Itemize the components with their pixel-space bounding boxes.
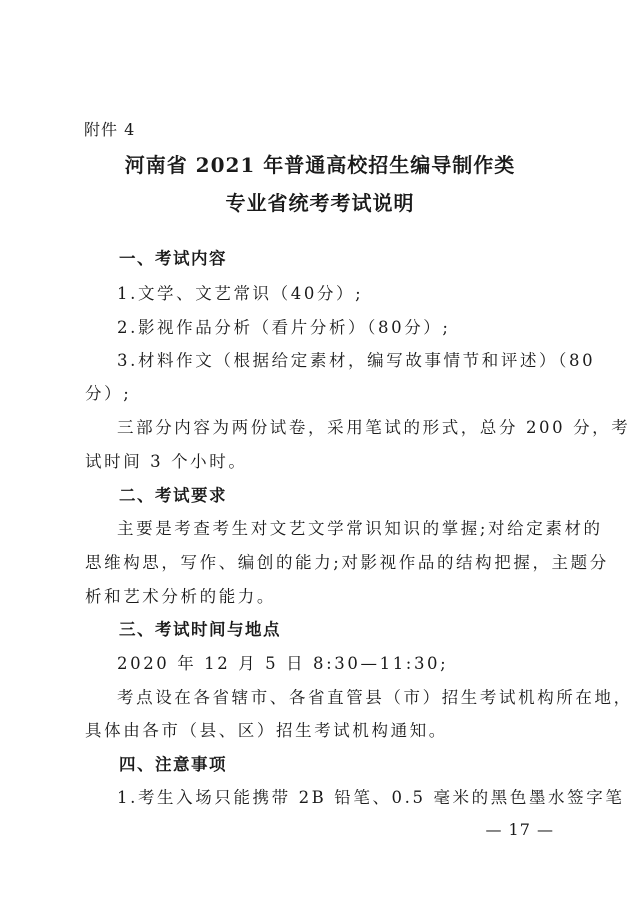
section3-heading: 三、考试时间与地点 bbox=[119, 620, 281, 639]
section1-item1: 1.文学、文艺常识（40分）; bbox=[117, 284, 364, 303]
section2-heading: 二、考试要求 bbox=[119, 486, 227, 505]
section2-line3: 析和艺术分析的能力。 bbox=[85, 587, 276, 606]
section3-date: 2020 年 12 月 5 日 8:30—11:30; bbox=[117, 654, 449, 673]
section1-item2: 2.影视作品分析（看片分析）（80分）; bbox=[117, 318, 451, 337]
section3-line2: 具体由各市（县、区）招生考试机构通知。 bbox=[85, 721, 448, 740]
section1-heading: 一、考试内容 bbox=[119, 249, 227, 268]
section3-line1: 考点设在各省辖市、各省直管县（市）招生考试机构所在地， bbox=[117, 688, 633, 707]
section4-heading: 四、注意事项 bbox=[119, 755, 227, 774]
section4-item1-line1: 1.考生入场只能携带 2B 铅笔、0.5 毫米的黑色墨水签字笔 bbox=[117, 788, 625, 807]
page-number: — 17 — bbox=[485, 820, 554, 839]
attachment-label: 附件 4 bbox=[84, 120, 136, 139]
section1-item3-line2: 分）; bbox=[85, 384, 132, 403]
section2-line2: 思维构思，写作、编创的能力;对影视作品的结构把握，主题分 bbox=[85, 553, 609, 572]
section1-paragraph-line2: 试时间 3 个小时。 bbox=[85, 452, 248, 471]
title-line-1: 河南省 2021 年普通高校招生编导制作类 bbox=[124, 153, 516, 177]
title-line-2: 专业省统考考试说明 bbox=[225, 191, 415, 215]
section1-paragraph-line1: 三部分内容为两份试卷，采用笔试的形式，总分 200 分，考 bbox=[117, 418, 631, 437]
section1-item3-line1: 3.材料作文（根据给定素材，编写故事情节和评述）（80 bbox=[117, 351, 596, 370]
section2-line1: 主要是考查考生对文艺文学常识知识的掌握;对给定素材的 bbox=[117, 519, 603, 538]
